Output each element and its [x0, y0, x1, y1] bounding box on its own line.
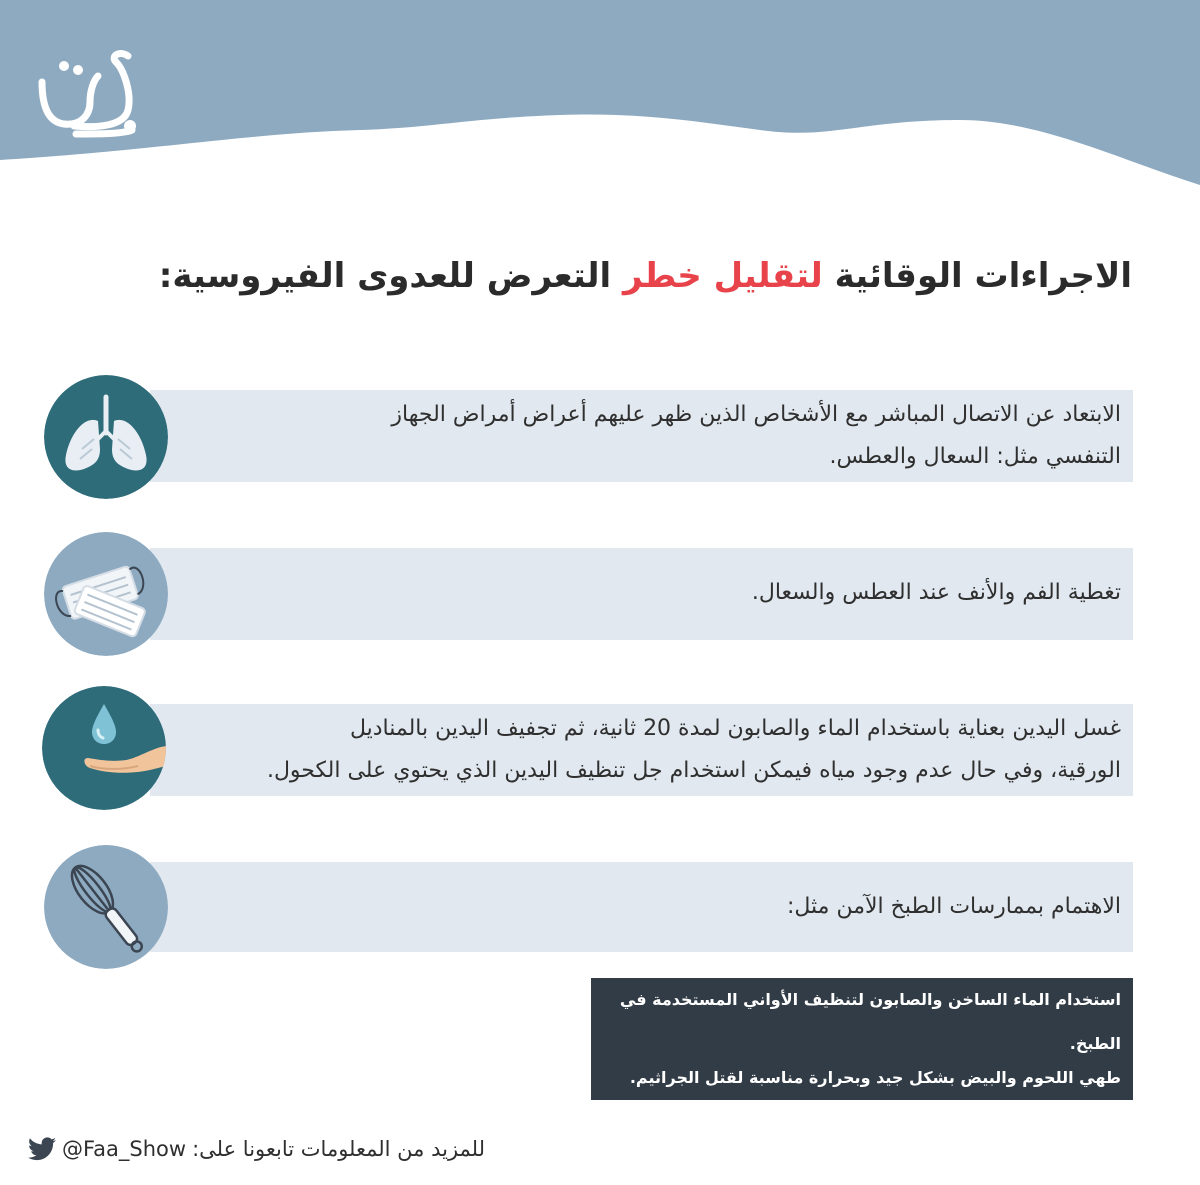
twitter-bird-icon[interactable] [28, 1137, 56, 1161]
twitter-handle[interactable]: @Faa_Show [62, 1137, 187, 1161]
measure-line: الاهتمام بممارسات الطبخ الآمن مثل: [786, 894, 1121, 919]
footer-follow [28, 1132, 485, 1166]
face-mask-icon [44, 532, 168, 656]
measure-bar-avoid-contact [150, 390, 1133, 482]
whisk-icon [44, 845, 168, 969]
measure-bar-wash-hands [150, 704, 1133, 796]
cooking-tip-1: استخدام الماء الساخن والصابون لتنظيف الأواني المستخدمة في الطبخ. [591, 978, 1133, 1066]
measure-line: الابتعاد عن الاتصال المباشر مع الأشخاص الذين ظهر عليهم أعراض أمراض الجهاز [391, 402, 1121, 427]
measure-line: التنفسي مثل: السعال والعطس. [829, 444, 1121, 469]
measure-bar-safe-cooking [150, 862, 1133, 952]
title-highlight: لتقليل خطر [622, 256, 823, 296]
measure-line: تغطية الفم والأنف عند العطس والسعال. [751, 580, 1121, 605]
measure-line: الورقية، وفي حال عدم وجود مياه فيمكن استخدام جل تنظيف اليدين الذي يحتوي على الكحول. [266, 758, 1121, 783]
measure-bar-cover-mouth [150, 548, 1133, 640]
measure-line: غسل اليدين بعناية باستخدام الماء والصابون لمدة 20 ثانية، ثم تجفيف اليدين بالمناديل [349, 716, 1121, 741]
hand-water-drop-icon [42, 686, 166, 810]
footer-label: للمزيد من المعلومات تابعونا على: [192, 1137, 486, 1161]
title-part-1: الاجراءات الوقائية [822, 256, 1132, 296]
measure-text [150, 708, 1121, 792]
title-part-2: التعرض للعدوى الفيروسية: [158, 256, 623, 296]
cooking-tip-2: طهي اللحوم والبيض بشكل جيد وبحرارة مناسبة لقتل الجراثيم. [591, 1056, 1133, 1100]
header-wave-background [0, 0, 1200, 200]
lungs-icon [44, 375, 168, 499]
stethoscope-logo-icon [28, 42, 148, 142]
measure-text [164, 394, 1121, 478]
page-title [52, 256, 1132, 296]
